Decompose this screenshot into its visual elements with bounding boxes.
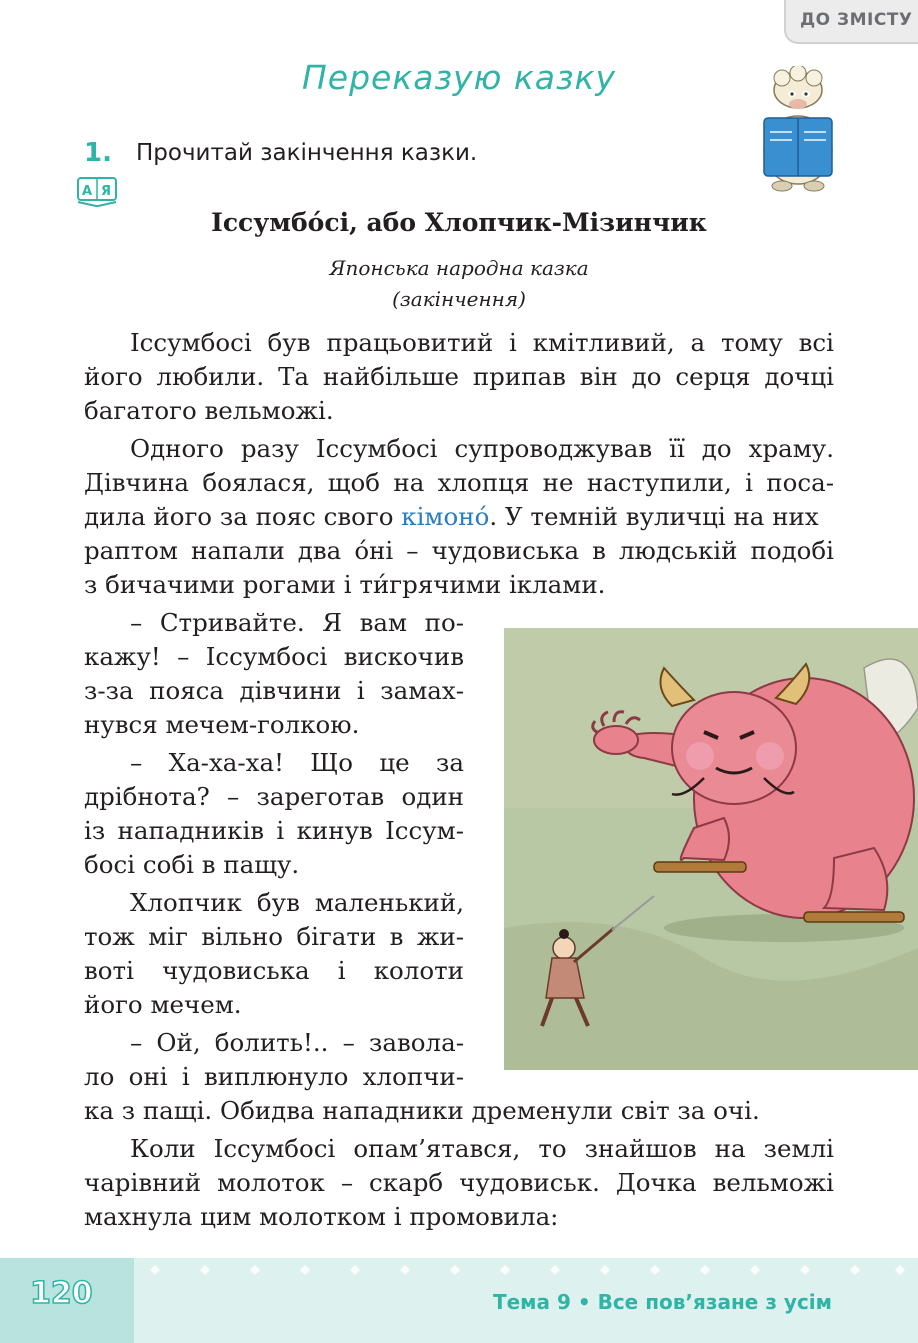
text-line: воті чудовиська і колоти — [84, 956, 464, 985]
text-segment: дила його за пояс свого — [84, 502, 394, 531]
text-line: з бичачими рогами і ти́грячими іклами. — [84, 570, 606, 599]
text-line: Хлопчик був маленький, — [130, 888, 464, 917]
text-line: з-за пояса дівчини і замах- — [84, 676, 464, 705]
story-subtitle: Японська народна казка — [329, 256, 589, 280]
text-line: ло оні і виплюнуло хлопчи- — [84, 1062, 464, 1091]
task-instruction: Прочитай закінчення казки. — [136, 140, 478, 166]
text-line: ка з пащі. Обидва нападники дременули світ за очі. — [84, 1096, 760, 1125]
text-line: його мечем. — [84, 990, 242, 1019]
reading-book-icon — [76, 176, 118, 208]
text-line: Дівчина боялася, щоб на хлопця не наступили, і поса- — [84, 468, 834, 497]
text-segment: . У темній вуличці на них — [489, 502, 819, 531]
task-number: 1. — [84, 138, 112, 168]
text-line: Іссумбосі був працьовитий і кмітливий, а тому всі — [130, 328, 834, 357]
text-line: нувся мечем-голкою. — [84, 710, 360, 739]
svg-text:Я: Я — [101, 184, 112, 199]
reading-sheep-illustration — [752, 66, 844, 194]
text-line: босі собі в пащу. — [84, 850, 300, 879]
text-line: Коли Іссумбосі опам’ятався, то знайшов на землі — [130, 1134, 834, 1163]
story-title: Іссумбо́сі, або Хлопчик-Мізинчик — [211, 208, 707, 237]
glossary-term-kimono[interactable]: кімоно́ — [401, 502, 490, 531]
text-line: його любили. Та найбільше припав він до серця дочці — [84, 362, 834, 391]
text-line: кажу! – Іссумбосі вискочив — [84, 642, 464, 671]
page-number: 120 — [30, 1276, 93, 1311]
text-line: – Ой, болить!.. – завола- — [130, 1028, 464, 1057]
section-title: Переказую казку — [301, 58, 617, 97]
footer-topic: Тема 9 • Все пов’язане з усім — [492, 1290, 832, 1314]
text-line: дрібнота? – зареготав один — [84, 782, 464, 811]
text-line: чарівний молоток – скарб чудовиськ. Дочка вельможі — [84, 1168, 834, 1197]
text-line: раптом напали два о́ні – чудовиська в людській подобі — [84, 536, 834, 565]
text-line — [84, 500, 834, 535]
text-line: багатого вельможі. — [84, 396, 334, 425]
text-line: Одного разу Іссумбосі супроводжував її до храму. — [130, 434, 834, 463]
text-line: – Стривайте. Я вам по- — [130, 608, 464, 637]
footer-ornament — [0, 1260, 918, 1280]
text-line: – Ха-ха-ха! Що це за — [130, 748, 464, 777]
oni-fight-illustration — [504, 628, 918, 1070]
svg-text:А: А — [82, 184, 93, 199]
toc-button[interactable]: ДО ЗМІСТУ — [784, 0, 918, 44]
text-line: махнула цим молотком і промовила: — [84, 1202, 559, 1231]
text-line: із нападників і кинув Іссум- — [84, 816, 464, 845]
story-subtitle-note: (закінчення) — [392, 287, 526, 311]
text-line: тож міг вільно бігати в жи- — [84, 922, 464, 951]
